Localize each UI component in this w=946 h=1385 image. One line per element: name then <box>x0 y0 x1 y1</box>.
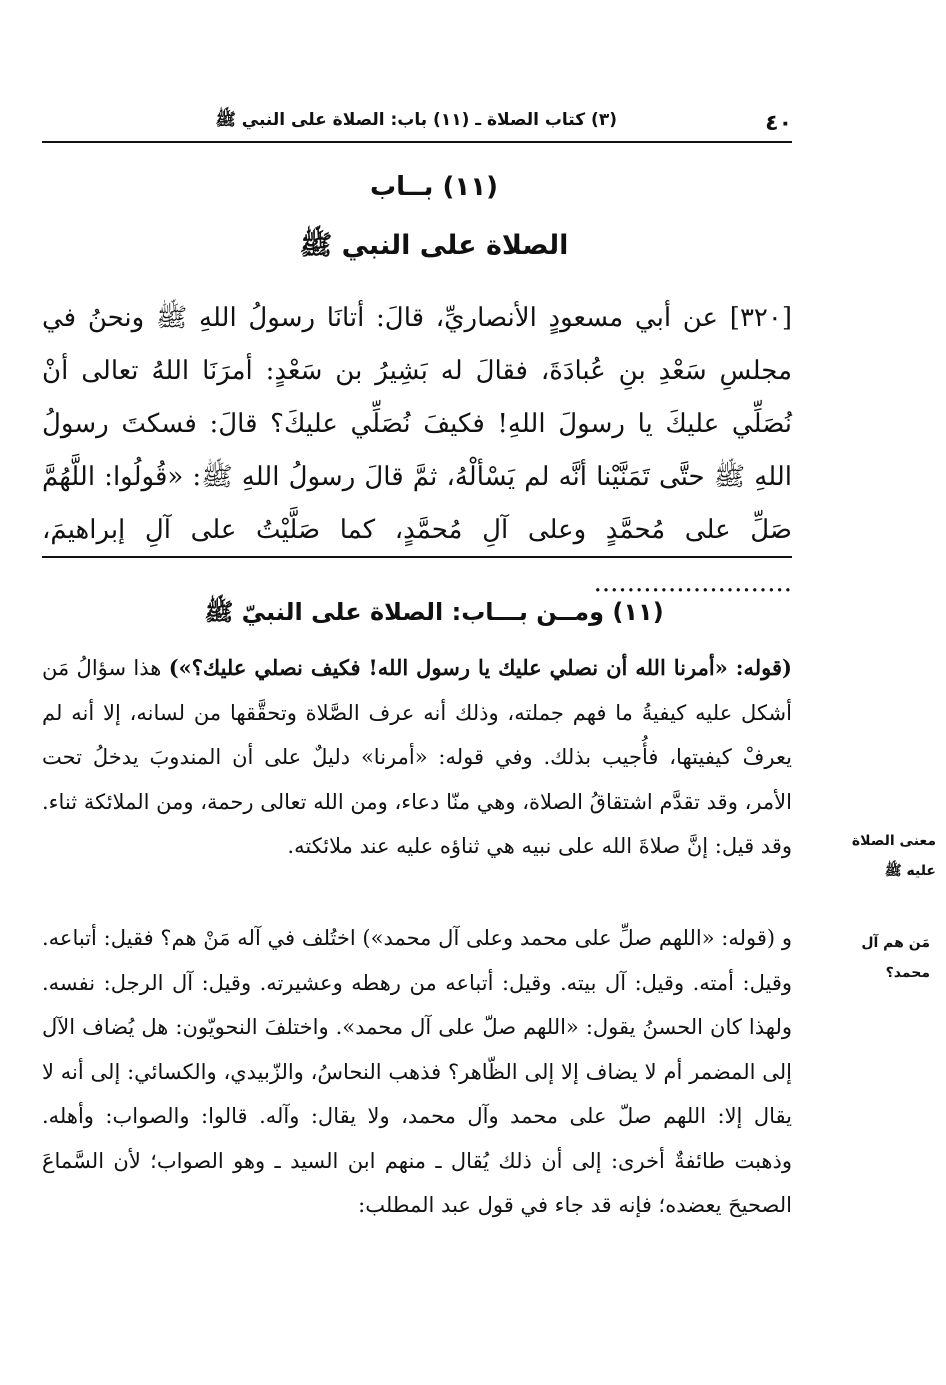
margin-note-line: مَن هم آل <box>861 935 930 951</box>
margin-note-line: عليه ﷺ <box>884 863 936 879</box>
header-rule <box>42 141 792 143</box>
margin-note-line: محمد؟ <box>885 965 930 981</box>
chapter-title: الصلاة على النبي ﷺ <box>299 230 569 261</box>
commentary-paragraph-1 <box>42 646 792 869</box>
section-divider <box>42 556 792 558</box>
commentary-paragraph-2 <box>42 916 792 1228</box>
hadith-text <box>42 292 792 610</box>
commentary-heading: (١١) ومــن بـــاب: الصلاة على النبيّ ﷺ <box>204 598 664 626</box>
page-number: ٤٠ <box>765 111 792 136</box>
running-header <box>42 104 792 140</box>
commentary-body: هذا سؤالُ مَن أشكل عليه كيفيةُ ما فهم جملته، وذلك أنه عرف الصَّلاة وتحقَّقها من لسانه، إلا أنه لم يعرفْ كيفيتها، فأُجيب بذلك. وفي قوله: «أمرنا» دليلٌ على أن المندوبَ يدخلُ تحت الأمر، وقد تقدَّم اشتقاقُ الصلاة، وهي منّا دعاء، ومن الله تعالى رحمة، ومن الملائكة ثناء. وقد قيل: إنَّ صلاةَ الله على نبيه هي ثناؤه عليه عند ملائكته. <box>42 656 792 858</box>
running-title: (٣) كتاب الصلاة ـ (١١) باب: الصلاة على النبي ﷺ <box>215 110 617 130</box>
margin-note-line: معنى الصلاة <box>851 833 936 849</box>
hadith-paragraph: [٣٢٠] عن أبي مسعودٍ الأنصاريِّ، قالَ: أتانَا رسولُ اللهِ ﷺ ونحنُ في مجلسِ سَعْدِ بنِ عُبادَةَ، فقالَ له بَشِيرُ بن سَعْدٍ: أمرَنَا اللهُ تعالى أنْ نُصَلِّي عليكَ يا رسولَ اللهِ! فكيفَ نُصَلِّي عليكَ؟ قالَ: فسكتَ رسولُ اللهِ ﷺ حتَّى تَمَنَّيْنا أنَّه لم يَسْألْهُ، ثمَّ قالَ رسولُ اللهِ ﷺ: «قُولُوا: اللَّهُمَّ صَلِّ على مُحمَّدٍ وعلى آلِ مُحمَّدٍ، كما صَلَّيْتُ على آلِ إبراهيمَ، ........................ <box>42 303 792 598</box>
margin-note-family <box>800 928 930 988</box>
margin-note-prayer-meaning <box>796 826 936 886</box>
commentary-quote: (قوله: «أمرنا الله أن نصلي عليك يا رسول الله! فكيف نصلي عليك؟») <box>168 655 792 680</box>
chapter-number: (١١) بــاب <box>369 172 498 202</box>
commentary-body-2: و (قوله: «اللهم صلِّ على محمد وعلى آل محمد») اختُلف في آله مَنْ هم؟ فقيل: أتباعه. وقيل: أمته. وقيل: آل بيته. وقيل: أتباعه من رهطه وعشيرته. وقيل: آل الرجل: نفسه. ولهذا كان الحسنُ يقول: «اللهم صلّ على آل محمد». واختلفَ النحويّون: هل يُضاف الآل إلى المضمر أم لا يضاف إلا إلى الظّاهر؟ فذهب النحاسُ، والزّبيدي، والكسائي: إلى أنه لا يقال إلا: اللهم صلّ على محمد وآل محمد، ولا يقال: وآله. قالوا: والصواب: وأهله. وذهبت طائفةٌ أخرى: إلى أن ذلك يُقال ـ منهم ابن السيد ـ وهو الصواب؛ لأن السَّماعَ الصحيحَ يعضده؛ فإنه قد جاء في قول عبد المطلب: <box>42 926 792 1217</box>
